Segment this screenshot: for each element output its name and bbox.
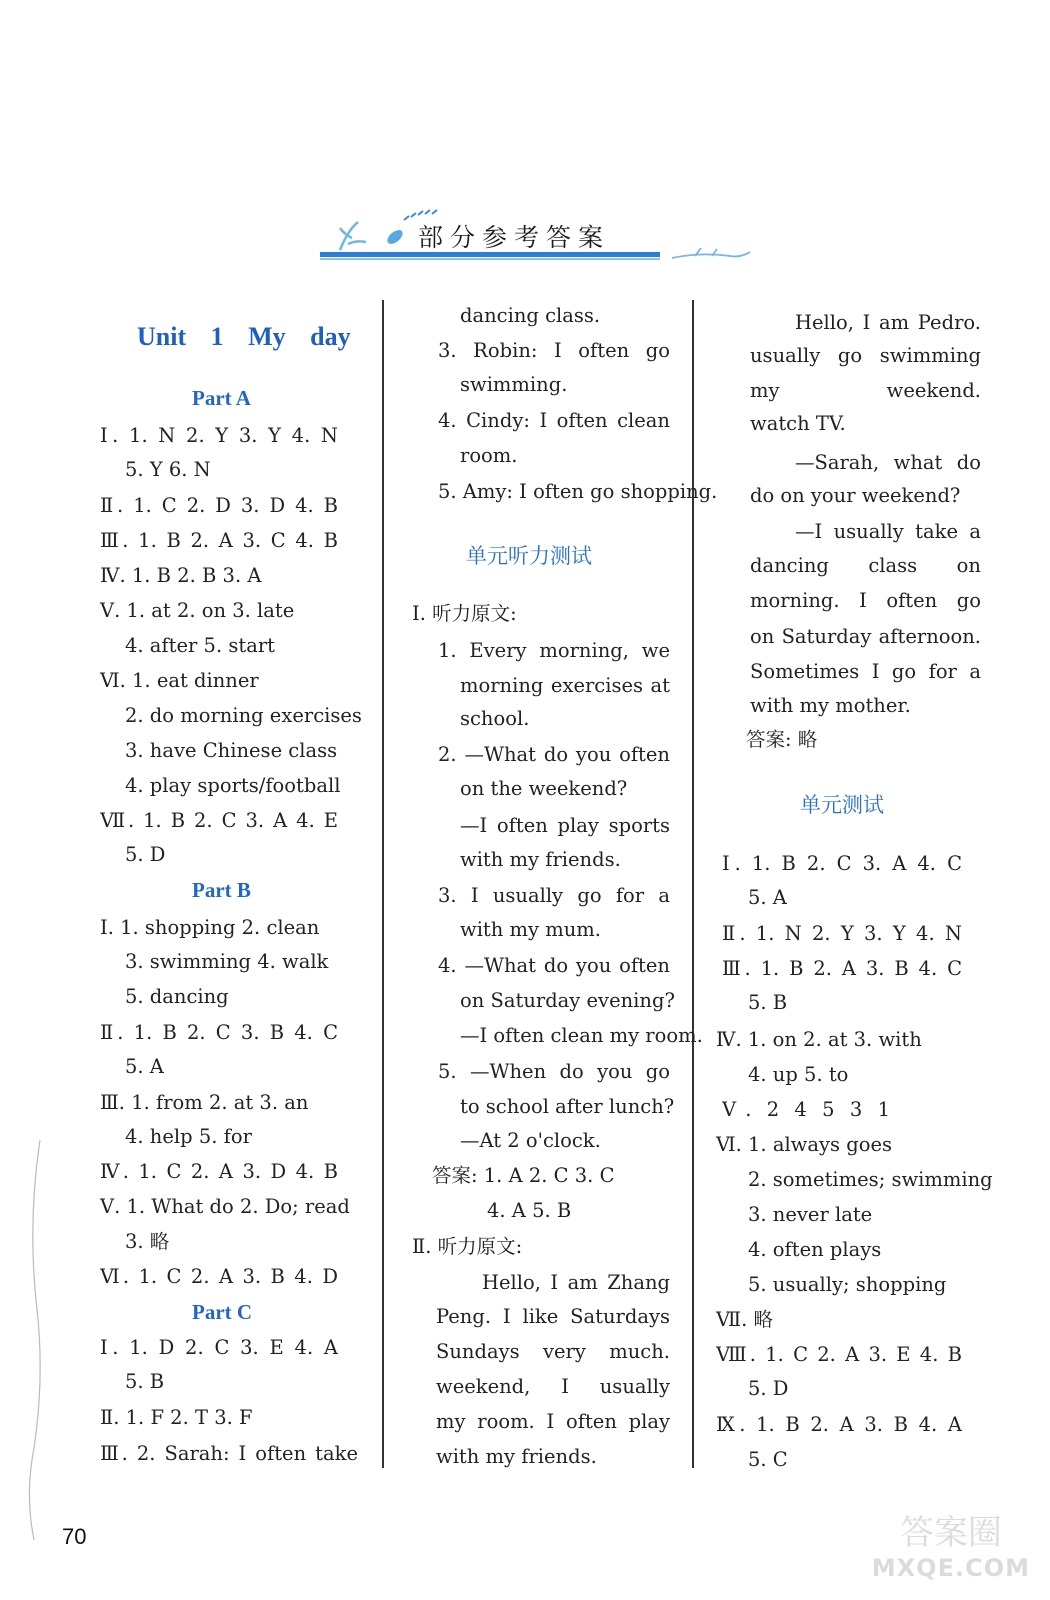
answer-line: 5. D bbox=[125, 843, 166, 866]
page-title: 部分参考答案 bbox=[418, 223, 611, 252]
answer-line: 3. Robin: I often go bbox=[438, 339, 670, 362]
answer-line: watch TV. bbox=[750, 412, 846, 435]
answer-line: 5. Y 6. N bbox=[125, 458, 211, 481]
answer-line: Ⅰ. 1. B 2. C 3. A 4. C bbox=[722, 852, 962, 875]
answer-line: Hello, I am Zhang bbox=[482, 1271, 670, 1294]
answer-line: Ⅳ. 1. C 2. A 3. D 4. B bbox=[100, 1160, 338, 1183]
answer-line: 4. —What do you often bbox=[438, 954, 670, 977]
answer-line: Ⅰ. 1. D 2. C 3. E 4. A bbox=[100, 1336, 338, 1359]
answer-line: 2. sometimes; swimming bbox=[748, 1168, 993, 1191]
answer-line: Ⅱ. 1. B 2. C 3. B 4. C bbox=[100, 1021, 338, 1044]
answer-line: with my friends. bbox=[436, 1445, 597, 1468]
answer-line: —At 2 o'clock. bbox=[460, 1129, 601, 1152]
answer-line: Ⅲ. 1. from 2. at 3. an bbox=[100, 1091, 309, 1114]
answer-line: Ⅵ. 1. eat dinner bbox=[100, 669, 259, 692]
answer-line: Ⅴ. 2 4 5 3 1 bbox=[722, 1098, 890, 1121]
answer-line: Ⅶ. 略 bbox=[716, 1308, 774, 1331]
answer-line: Ⅴ. 1. What do 2. Do; read bbox=[100, 1195, 350, 1218]
column-divider-1 bbox=[382, 300, 384, 1468]
answer-line: Ⅰ. 听力原文: bbox=[412, 602, 517, 625]
answer-line: weekend, I usually bbox=[436, 1375, 670, 1398]
answer-line: morning exercises at bbox=[460, 674, 670, 697]
watermark bbox=[872, 1505, 1030, 1582]
answer-line: 4. play sports/football bbox=[125, 774, 341, 797]
answer-line: 5. —When do you go bbox=[438, 1060, 670, 1083]
answer-line: Ⅶ. 1. B 2. C 3. A 4. E bbox=[100, 809, 338, 832]
answer-line: 5. B bbox=[748, 991, 788, 1014]
answer-line: Ⅰ. 1. shopping 2. clean bbox=[100, 916, 320, 939]
answer-line: 2. —What do you often bbox=[438, 743, 670, 766]
answer-line: Ⅰ. 1. N 2. Y 3. Y 4. N bbox=[100, 424, 338, 447]
answer-line: do on your weekend? bbox=[750, 484, 961, 507]
section-heading: 单元听力测试 bbox=[466, 544, 592, 568]
answer-line: with my mother. bbox=[750, 694, 911, 717]
answer-line: 2. do morning exercises bbox=[125, 704, 362, 727]
answer-line: Ⅴ. 1. at 2. on 3. late bbox=[100, 599, 295, 622]
answer-line: 1. Every morning, we bbox=[438, 639, 670, 662]
answer-line: 5. usually; shopping bbox=[748, 1273, 947, 1296]
answer-line: Ⅲ. 1. B 2. A 3. B 4. C bbox=[722, 957, 962, 980]
answer-line: 5. Amy: I often go shopping. bbox=[438, 480, 718, 503]
answer-line: Ⅱ. 听力原文: bbox=[412, 1235, 523, 1258]
answer-line: Ⅵ. 1. always goes bbox=[716, 1133, 892, 1156]
answer-line: morning. I often go bbox=[750, 589, 981, 612]
answer-line: on Saturday evening? bbox=[460, 989, 675, 1012]
answer-line: 答案: 1. A 2. C 3. C bbox=[432, 1164, 615, 1187]
page-edge-curve bbox=[20, 1140, 60, 1540]
section-heading: 单元测试 bbox=[800, 793, 884, 817]
answer-line: Ⅱ. 1. C 2. D 3. D 4. B bbox=[100, 494, 338, 517]
unit-title: Unit 1 My day bbox=[137, 322, 351, 351]
answer-line: 5. C bbox=[748, 1448, 788, 1471]
answer-line: school. bbox=[460, 707, 530, 730]
section-heading: Part C bbox=[192, 1300, 253, 1324]
answer-line: usually go swimming bbox=[750, 344, 981, 367]
answer-line: 5. B bbox=[125, 1370, 165, 1393]
answer-line: with my friends. bbox=[460, 848, 621, 871]
answer-line: 3. I usually go for a bbox=[438, 884, 670, 907]
page-number: 70 bbox=[62, 1524, 87, 1549]
answer-line: 4. help 5. for bbox=[125, 1125, 252, 1148]
answer-line: Sometimes I go for a bbox=[750, 660, 981, 683]
answer-line: Ⅲ. 2. Sarah: I often take bbox=[100, 1442, 358, 1465]
answer-line: —I usually take a bbox=[795, 520, 981, 543]
answer-line: 5. dancing bbox=[125, 985, 229, 1008]
section-heading: Part B bbox=[192, 878, 251, 902]
answer-line: Hello, I am Pedro. bbox=[795, 311, 981, 334]
answer-line: 4. A 5. B bbox=[487, 1199, 572, 1222]
answer-line: to school after lunch? bbox=[460, 1095, 675, 1118]
answer-line: 3. never late bbox=[748, 1203, 873, 1226]
answer-line: 5. D bbox=[748, 1377, 789, 1400]
answer-line: —Sarah, what do bbox=[795, 451, 981, 474]
answer-line: dancing class. bbox=[460, 304, 601, 327]
section-heading: Part A bbox=[192, 386, 251, 410]
answer-line: Peng. I like Saturdays bbox=[436, 1305, 670, 1328]
answer-line: 4. after 5. start bbox=[125, 634, 275, 657]
answer-line: 5. A bbox=[748, 886, 787, 909]
answer-line: Ⅱ. 1. F 2. T 3. F bbox=[100, 1406, 253, 1429]
answer-line: 答案: 略 bbox=[746, 728, 818, 751]
watermark-url: MXQE.COM bbox=[871, 1554, 1030, 1582]
answer-line: Ⅷ. 1. C 2. A 3. E 4. B bbox=[716, 1343, 962, 1366]
answer-line: —I often play sports bbox=[460, 814, 670, 837]
answer-line: Ⅵ. 1. C 2. A 3. B 4. D bbox=[100, 1265, 338, 1288]
answer-line: my room. I often play bbox=[436, 1410, 670, 1433]
column-divider-2 bbox=[692, 300, 694, 1468]
answer-line: Sundays very much. bbox=[436, 1340, 670, 1363]
answer-line: my weekend. bbox=[750, 379, 981, 402]
answer-line: —I often clean my room. bbox=[460, 1024, 703, 1047]
answer-line: Ⅳ. 1. B 2. B 3. A bbox=[100, 564, 262, 587]
answer-line: on the weekend? bbox=[460, 777, 628, 800]
answer-line: 3. 略 bbox=[125, 1230, 170, 1253]
answer-line: dancing class on bbox=[750, 554, 981, 577]
answer-line: room. bbox=[460, 444, 518, 467]
watermark-logo: 答案圈 bbox=[899, 1513, 1002, 1553]
answer-line: on Saturday afternoon. bbox=[750, 625, 981, 648]
answer-line: Ⅳ. 1. on 2. at 3. with bbox=[716, 1028, 922, 1051]
answer-line: Ⅲ. 1. B 2. A 3. C 4. B bbox=[100, 529, 338, 552]
answer-line: swimming. bbox=[460, 373, 568, 396]
answer-line: with my mum. bbox=[460, 918, 601, 941]
answer-line: Ⅸ. 1. B 2. A 3. B 4. A bbox=[716, 1413, 962, 1436]
answer-line: 3. swimming 4. walk bbox=[125, 950, 329, 973]
answer-line: 4. Cindy: I often clean bbox=[438, 409, 670, 432]
answer-line: 3. have Chinese class bbox=[125, 739, 338, 762]
answer-line: 5. A bbox=[125, 1055, 164, 1078]
answer-line: 4. often plays bbox=[748, 1238, 882, 1261]
answer-line: Ⅱ. 1. N 2. Y 3. Y 4. N bbox=[722, 922, 962, 945]
answer-line: 4. up 5. to bbox=[748, 1063, 849, 1086]
